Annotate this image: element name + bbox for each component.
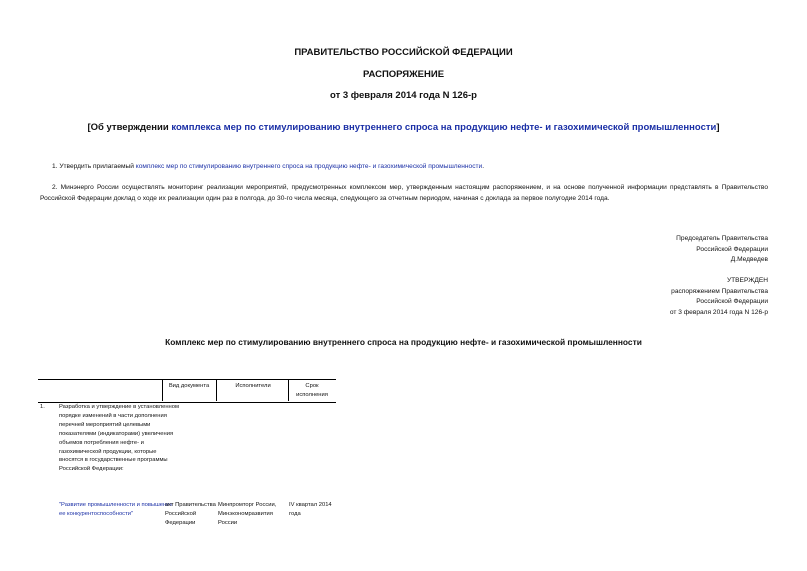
signature-block	[508, 234, 768, 266]
signature-line-1: Председатель Правительства	[676, 235, 768, 242]
row-description: Разработка и утверждение в установленном порядке изменений в части дополнения перечней мероприятий целевыми показателями (индикаторами) увеличения объемов потребления нефте- и газохимической продукции, которые вносятся в государственные программы Российской Федерации:	[59, 404, 179, 473]
paragraph-1	[40, 162, 768, 173]
title-prefix: [Об утверждении	[87, 122, 172, 133]
p1-suffix: .	[482, 163, 485, 170]
row-executors: Минпромторг России, Минэкономразвития России	[218, 502, 277, 526]
approval-line-1: УТВЕРЖДЕН	[726, 277, 768, 284]
title-suffix: ]	[716, 122, 720, 133]
approval-block	[508, 276, 768, 318]
paragraph-2	[40, 183, 768, 204]
date-number-heading: от 3 февраля 2014 года N 126-р	[330, 90, 477, 101]
header-doc: Вид документа	[168, 383, 210, 389]
p1-link[interactable]: комплекс мер по стимулированию внутреннего спроса на продукцию нефте- и газохимической промышленности	[135, 163, 483, 170]
header-divider	[162, 379, 163, 401]
table-header	[38, 379, 336, 403]
row-number: 1.	[40, 404, 45, 410]
doc-type-heading: РАСПОРЯЖЕНИЕ	[362, 69, 445, 80]
p1-prefix: 1. Утвердить прилагаемый	[52, 163, 136, 170]
signature-line-3: Д.Медведев	[730, 256, 768, 264]
approval-line-4: от 3 февраля 2014 года N 126-р	[669, 308, 768, 316]
row-deadline: IV квартал 2014 года	[289, 502, 332, 517]
approval-line-2: распоряжением Правительства	[671, 287, 768, 295]
title-link[interactable]: комплекса мер по стимулированию внутреннего спроса на продукцию нефте- и газохимической промышленности	[171, 122, 717, 133]
header-exec: Исполнители	[235, 383, 271, 389]
header-divider	[288, 379, 289, 401]
government-heading: ПРАВИТЕЛЬСТВО РОССИЙСКОЙ ФЕДЕРАЦИИ	[294, 47, 513, 58]
p2-text: 2. Минэнерго России осуществлять мониторинг реализации мероприятий, предусмотренных комплексом мер, утвержденным настоящим распоряжением, и на основе полученной информации представлять в Правительство Российской Федерации доклад о ходе их реализации один раз в полгода, до 30-го числа месяца, следующего за отчетным периодом, начиная с доклада за первое полугодие 2014 года.	[40, 184, 768, 202]
complex-title: Комплекс мер по стимулированию внутреннего спроса на продукцию нефте- и газохимической промышленности	[165, 337, 642, 347]
header-divider	[216, 379, 217, 401]
program-link[interactable]: "Развитие промышленности и повышение ее конкурентоспособности"	[59, 502, 173, 517]
header-term: Срок исполнения	[296, 383, 328, 398]
approval-line-3: Российской Федерации	[696, 298, 768, 306]
row-doc-type: акт Правительства Российской Федерации	[165, 502, 216, 526]
document-title	[0, 122, 807, 133]
signature-line-2: Российской Федерации	[696, 245, 768, 253]
